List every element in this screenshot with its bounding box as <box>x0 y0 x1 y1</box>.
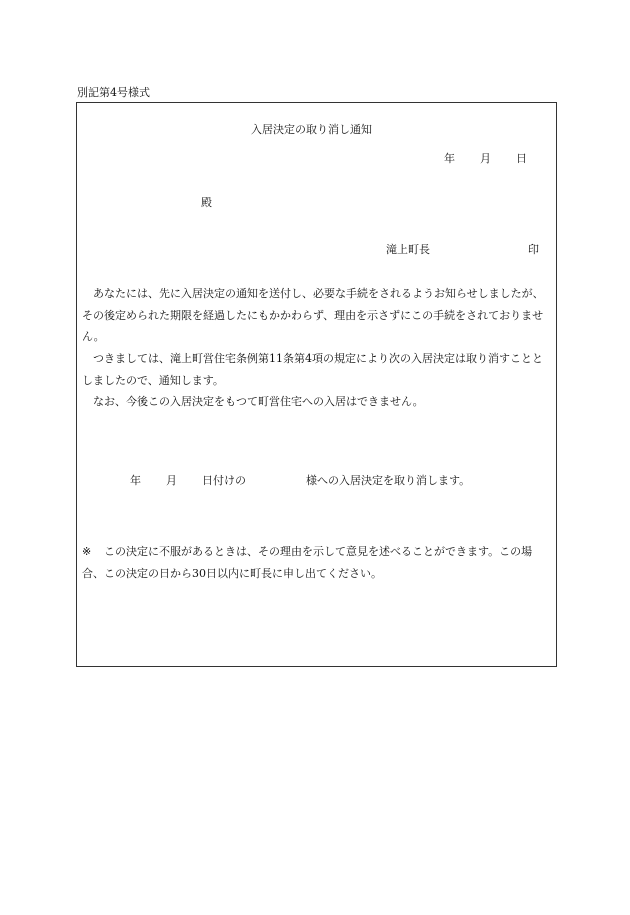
objection-note <box>82 541 554 585</box>
cancel-statement: 様への入居決定を取り消します。 <box>306 474 471 487</box>
note-mark: ※ <box>82 545 92 558</box>
date-year-label: 年 <box>444 152 455 165</box>
cancel-date-suffix: 日付けの <box>202 474 246 487</box>
form-number-label: 別記第4号様式 <box>77 86 150 99</box>
date-day-label: 日 <box>516 152 527 165</box>
seal-mark: 印 <box>528 243 539 256</box>
date-month-label: 月 <box>480 152 491 165</box>
addressee-suffix: 殿 <box>201 196 212 209</box>
body-paragraph-2: つきましては、滝上町営住宅条例第11条第4項の規定により次の入居決定は取り消すこととしましたので、通知します。 <box>82 352 543 387</box>
body-paragraph-1: あなたには、先に入居決定の通知を送付し、必要な手続をされるようお知らせしましたが、その後定められた期限を経過したにもかかわらず、理由を示さずにこの手続をされておりません。 <box>82 287 544 343</box>
cancel-month-label: 月 <box>166 474 177 487</box>
notice-frame <box>76 102 557 667</box>
document-title: 入居決定の取り消し通知 <box>251 123 372 136</box>
body-paragraph-3: なお、今後この入居決定をもつて町営住宅への入居はできません。 <box>93 395 424 408</box>
note-text: この決定に不服があるときは、その理由を示して意見を述べることができます。この場合、この決定の日から30日以内に町長に申し出てください。 <box>82 545 533 580</box>
issuer-name: 滝上町長 <box>386 243 430 256</box>
cancel-year-label: 年 <box>130 474 141 487</box>
